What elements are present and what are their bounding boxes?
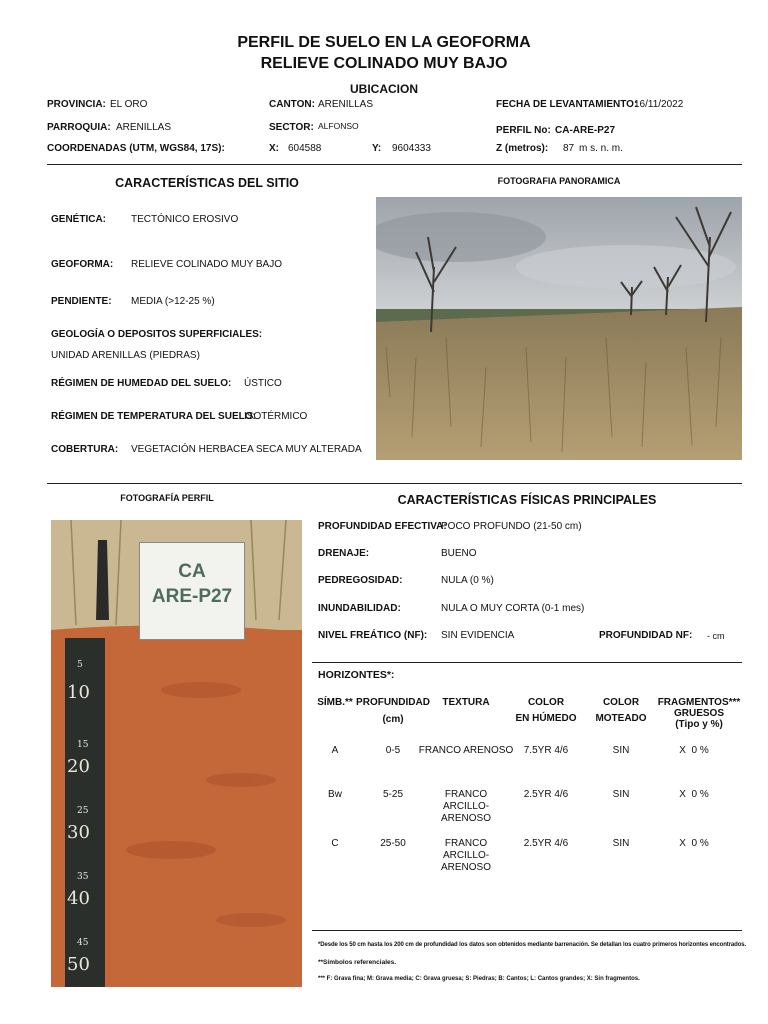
humedad-label: RÉGIMEN DE HUMEDAD DEL SUELO: (51, 378, 232, 389)
inundabilidad-value: NULA O MUY CORTA (0-1 mes) (441, 603, 585, 614)
x-label: X: (269, 143, 279, 154)
parroquia-label: PARROQUIA: (47, 122, 111, 133)
divider (47, 164, 742, 165)
horizon-prof: 0-5 (385, 745, 401, 756)
nivel-freatico-value: SIN EVIDENCIA (441, 630, 515, 641)
horizon-textura: FRANCO ARENOSO (418, 745, 514, 756)
divider (47, 483, 742, 484)
y-label: Y: (372, 143, 382, 154)
ruler-mark: 10 (67, 682, 90, 703)
panorama-heading: FOTOGRAFIA PANORAMICA (497, 176, 621, 186)
ruler-mark: 50 (67, 954, 90, 975)
physical-heading: CARACTERÍSTICAS FÍSICAS PRINCIPALES (397, 493, 657, 507)
divider (312, 662, 742, 663)
ruler-mark: 15 (77, 740, 89, 750)
horizons-heading: HORIZONTES*: (318, 669, 395, 681)
geoforma-label: GEOFORMA: (51, 259, 114, 270)
col-simb: SÍMB.** (317, 697, 353, 708)
horizon-textura: FRANCO ARCILLO-ARENOSO (440, 838, 491, 873)
col-fragmentos-3: (Tipo y %) (675, 719, 723, 730)
geologia-value: UNIDAD ARENILLAS (PIEDRAS) (51, 350, 200, 361)
nivel-freatico-label: NIVEL FREÁTICO (NF): (318, 630, 428, 641)
pedregosidad-value: NULA (0 %) (441, 575, 494, 586)
sign-line1: CA (178, 561, 206, 582)
profile-photo-heading: FOTOGRAFÍA PERFIL (120, 493, 214, 503)
cobertura-label: COBERTURA: (51, 444, 119, 455)
pendiente-label: PENDIENTE: (51, 296, 112, 307)
profile-photo (51, 520, 302, 987)
z-value: 87 (563, 143, 575, 154)
ruler-mark: 35 (77, 872, 89, 882)
horizon-prof: 25-50 (380, 838, 406, 849)
fecha-label: FECHA DE LEVANTAMIENTO: (496, 99, 638, 110)
canton-value: ARENILLAS (318, 99, 374, 110)
sector-value: ALFONSO (318, 121, 359, 131)
z-label: Z (metros): (496, 143, 549, 154)
panorama-photo (376, 197, 742, 460)
horizon-color: 7.5YR 4/6 (523, 745, 569, 756)
col-color-humedo: EN HÚMEDO (515, 713, 577, 724)
panorama-image (376, 197, 742, 460)
canton-label: CANTON: (269, 99, 315, 110)
profundidad-nf-value: - cm (707, 631, 725, 641)
col-profundidad-unit: (cm) (382, 714, 404, 725)
col-moteado: COLOR (602, 697, 640, 708)
footnote-2: **Símbolos referenciales. (318, 959, 397, 966)
horizon-fragmentos: X 0 % (679, 789, 709, 800)
ruler-mark: 45 (77, 938, 89, 948)
perfil-label: PERFIL No: (496, 125, 551, 136)
horizon-simb: C (331, 838, 339, 849)
profile-sign (139, 542, 245, 640)
page-title: PERFIL DE SUELO EN LA GEOFORMA (237, 34, 531, 51)
horizon-moteado: SIN (612, 745, 630, 756)
drenaje-label: DRENAJE: (318, 548, 370, 559)
footnote-1: *Desde los 50 cm hasta los 200 cm de profundidad los datos son obtenidos mediante barrenación. Se detallan los cuatro primeros horizontes encontrados. (318, 942, 747, 948)
horizon-color: 2.5YR 4/6 (523, 789, 569, 800)
col-moteado-2: MOTEADO (595, 713, 647, 724)
ruler-mark: 25 (77, 806, 89, 816)
footnote-3: *** F: Grava fina; M: Grava media; C: Grava gruesa; S: Piedras; B: Cantos; L: Cantos grandes; X: Sin fragmentos. (318, 976, 640, 982)
z-unit: m s. n. m. (579, 143, 623, 154)
parroquia-value: ARENILLAS (116, 122, 172, 133)
col-fragmentos: FRAGMENTOS*** (657, 697, 741, 708)
drenaje-value: BUENO (441, 548, 477, 559)
ruler-mark: 5 (77, 660, 83, 670)
divider (312, 930, 742, 931)
horizon-textura: FRANCO ARCILLO-ARENOSO (440, 789, 491, 824)
col-fragmentos-2: GRUESOS (673, 708, 724, 719)
horizon-fragmentos: X 0 % (679, 745, 709, 756)
fecha-value: 16/11/2022 (634, 99, 684, 110)
inundabilidad-label: INUNDABILIDAD: (318, 603, 401, 614)
ubicacion-heading: UBICACION (350, 82, 418, 96)
temperatura-label: RÉGIMEN DE TEMPERATURA DEL SUELO: (51, 411, 256, 422)
profundidad-nf-label: PROFUNDIDAD NF: (599, 630, 693, 641)
horizon-moteado: SIN (612, 838, 630, 849)
horizon-color: 2.5YR 4/6 (523, 838, 569, 849)
site-heading: CARACTERÍSTICAS DEL SITIO (115, 176, 299, 190)
x-value: 604588 (288, 143, 322, 154)
geoforma-value: RELIEVE COLINADO MUY BAJO (131, 259, 282, 270)
horizon-moteado: SIN (612, 789, 630, 800)
provincia-value: EL ORO (110, 99, 148, 110)
ruler-mark: 20 (67, 756, 90, 777)
ruler-mark: 30 (67, 822, 90, 843)
provincia-label: PROVINCIA: (47, 99, 106, 110)
genetica-value: TECTÓNICO EROSIVO (131, 214, 239, 225)
cobertura-value: VEGETACIÓN HERBACEA SECA MUY ALTERADA (131, 444, 362, 455)
col-color: COLOR (527, 697, 565, 708)
sector-label: SECTOR: (269, 122, 314, 133)
perfil-value: CA-ARE-P27 (555, 125, 616, 136)
coordenadas-label: COORDENADAS (UTM, WGS84, 17S): (47, 143, 225, 154)
y-value: 9604333 (392, 143, 431, 154)
genetica-label: GENÉTICA: (51, 214, 106, 225)
humedad-value: ÚSTICO (244, 378, 282, 389)
horizon-fragmentos: X 0 % (679, 838, 709, 849)
profundidad-efectiva-value: POCO PROFUNDO (21-50 cm) (441, 521, 582, 532)
pendiente-value: MEDIA (>12-25 %) (131, 296, 215, 307)
horizon-simb: A (331, 745, 339, 756)
sign-line2: ARE-P27 (151, 586, 233, 607)
col-textura: TEXTURA (442, 697, 490, 708)
horizon-prof: 5-25 (382, 789, 403, 800)
profundidad-efectiva-label: PROFUNDIDAD EFECTIVA: (318, 521, 447, 532)
pedregosidad-label: PEDREGOSIDAD: (318, 575, 403, 586)
page-subtitle: RELIEVE COLINADO MUY BAJO (260, 55, 508, 72)
temperatura-value: ISOTÉRMICO (244, 411, 308, 422)
horizon-simb: Bw (328, 789, 342, 800)
ruler-mark: 40 (67, 888, 90, 909)
geologia-label: GEOLOGÍA O DEPOSITOS SUPERFICIALES: (51, 329, 263, 340)
col-profundidad: PROFUNDIDAD (356, 697, 430, 708)
